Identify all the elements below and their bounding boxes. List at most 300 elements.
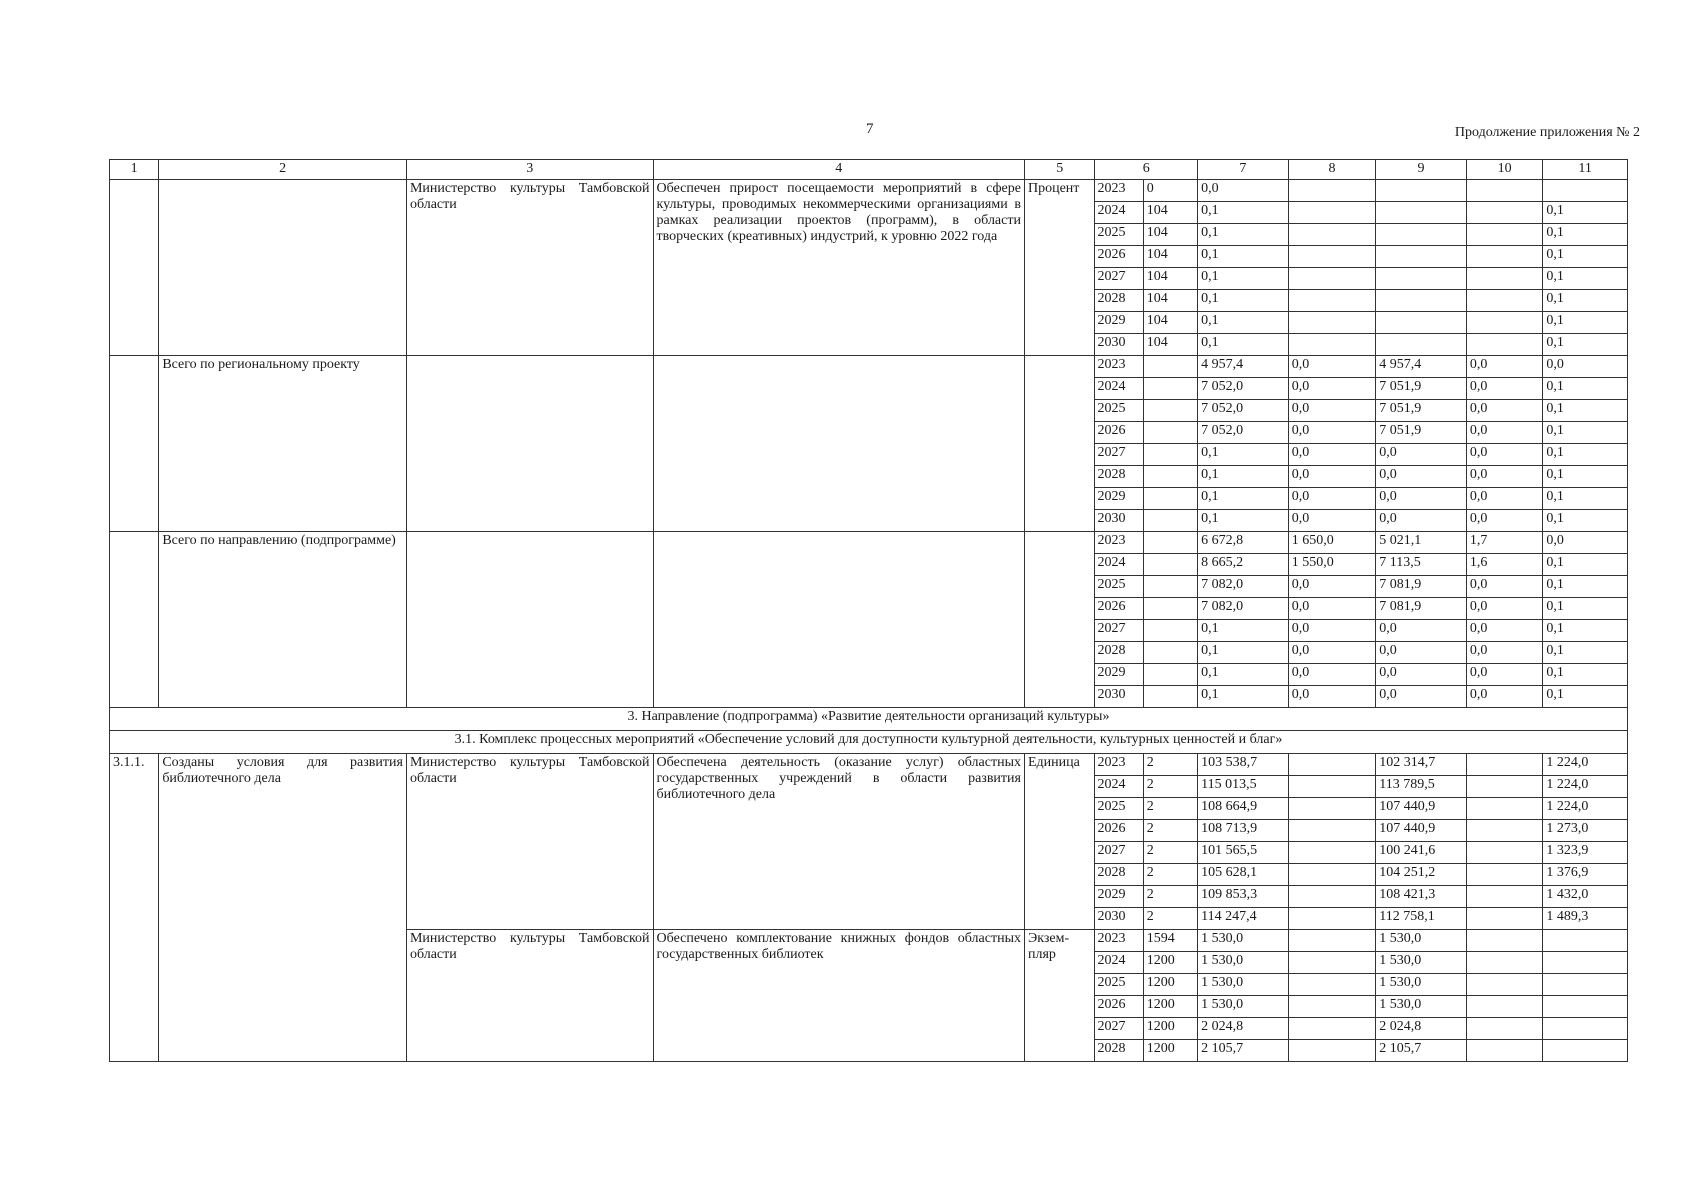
extrabudgetary-funds [1543,996,1628,1018]
section-heading: 3. Направление (подпрограмма) «Развитие деятельности организаций культуры» [110,708,1628,731]
year-cell: 2025 [1095,798,1143,820]
federal-budget: 1 650,0 [1288,532,1376,554]
total-amount: 0,0 [1198,180,1289,202]
result-name: Созданы условия для развития библиотечного дела [159,754,407,1062]
local-budget [1466,180,1543,202]
regional-budget: 113 789,5 [1376,776,1467,798]
year-cell: 2025 [1095,974,1143,996]
row-number [110,356,159,532]
regional-budget: 1 530,0 [1376,952,1467,974]
table-row [110,532,1628,554]
section-row [110,708,1628,731]
total-amount: 114 247,4 [1198,908,1289,930]
year-cell: 2023 [1095,532,1143,554]
year-cell: 2027 [1095,444,1143,466]
column-header: 4 [653,160,1024,180]
total-amount: 0,1 [1198,202,1289,224]
column-header: 2 [159,160,407,180]
regional-budget [1376,268,1467,290]
extrabudgetary-funds [1543,1040,1628,1062]
federal-budget [1288,952,1376,974]
data-table [109,159,1628,1062]
local-budget [1466,268,1543,290]
federal-budget [1288,1040,1376,1062]
regional-budget: 1 530,0 [1376,974,1467,996]
row-number [110,532,159,708]
table-row [110,754,1628,776]
year-cell: 2029 [1095,664,1143,686]
federal-budget: 0,0 [1288,444,1376,466]
local-budget: 0,0 [1466,510,1543,532]
indicator-description: Обеспечен прирост посещаемости мероприятий в сфере культуры, проводимых некоммерческими организациями в рамках реализации проектов (программ), в области творческих (креативных) индустрий, к уровню 2022 года [653,180,1024,356]
regional-budget: 7 051,9 [1376,378,1467,400]
indicator-value: 2 [1143,908,1197,930]
regional-budget: 0,0 [1376,686,1467,708]
extrabudgetary-funds: 0,0 [1543,356,1628,378]
total-amount: 0,1 [1198,312,1289,334]
result-name: Всего по направлению (подпрограмме) [159,532,407,708]
section-heading: 3.1. Комплекс процессных мероприятий «Обеспечение условий для доступности культурной деятельности, культурных ценностей и благ» [110,731,1628,754]
total-amount: 7 082,0 [1198,598,1289,620]
local-budget [1466,974,1543,996]
local-budget: 0,0 [1466,378,1543,400]
extrabudgetary-funds: 1 224,0 [1543,798,1628,820]
year-cell: 2025 [1095,400,1143,422]
local-budget [1466,886,1543,908]
indicator-value [1143,686,1197,708]
regional-budget: 104 251,2 [1376,864,1467,886]
responsible-executor [406,356,653,532]
year-cell: 2025 [1095,576,1143,598]
federal-budget: 0,0 [1288,510,1376,532]
indicator-description [653,532,1024,708]
federal-budget [1288,290,1376,312]
indicator-description: Обеспечена деятельность (оказание услуг) областных государственных учреждений в области развития библиотечного дела [653,754,1024,930]
federal-budget [1288,974,1376,996]
local-budget [1466,908,1543,930]
regional-budget [1376,290,1467,312]
total-amount: 115 013,5 [1198,776,1289,798]
indicator-value: 2 [1143,886,1197,908]
federal-budget: 0,0 [1288,488,1376,510]
result-name [159,180,407,356]
regional-budget [1376,312,1467,334]
extrabudgetary-funds: 0,1 [1543,268,1628,290]
indicator-value: 1200 [1143,1040,1197,1062]
row-number [110,180,159,356]
local-budget: 0,0 [1466,620,1543,642]
federal-budget [1288,930,1376,952]
extrabudgetary-funds: 0,1 [1543,554,1628,576]
year-cell: 2029 [1095,488,1143,510]
local-budget [1466,1040,1543,1062]
extrabudgetary-funds: 0,1 [1543,290,1628,312]
regional-budget: 2 105,7 [1376,1040,1467,1062]
local-budget: 0,0 [1466,422,1543,444]
extrabudgetary-funds: 0,1 [1543,334,1628,356]
local-budget [1466,776,1543,798]
local-budget: 0,0 [1466,576,1543,598]
extrabudgetary-funds: 0,1 [1543,466,1628,488]
extrabudgetary-funds: 0,1 [1543,488,1628,510]
total-amount: 1 530,0 [1198,974,1289,996]
indicator-value: 2 [1143,820,1197,842]
local-budget [1466,930,1543,952]
extrabudgetary-funds: 0,1 [1543,576,1628,598]
federal-budget [1288,268,1376,290]
year-cell: 2026 [1095,996,1143,1018]
total-amount: 7 052,0 [1198,400,1289,422]
local-budget: 0,0 [1466,686,1543,708]
federal-budget: 0,0 [1288,642,1376,664]
year-cell: 2028 [1095,466,1143,488]
federal-budget: 0,0 [1288,466,1376,488]
total-amount: 2 024,8 [1198,1018,1289,1040]
indicator-value [1143,532,1197,554]
federal-budget [1288,312,1376,334]
regional-budget: 102 314,7 [1376,754,1467,776]
extrabudgetary-funds: 1 224,0 [1543,776,1628,798]
appendix-note: Продолжение приложения № 2 [1454,125,1640,140]
extrabudgetary-funds: 0,1 [1543,686,1628,708]
regional-budget: 1 530,0 [1376,996,1467,1018]
indicator-value: 2 [1143,842,1197,864]
regional-budget: 0,0 [1376,620,1467,642]
regional-budget: 0,0 [1376,642,1467,664]
extrabudgetary-funds: 0,1 [1543,664,1628,686]
federal-budget: 0,0 [1288,378,1376,400]
total-amount: 1 530,0 [1198,996,1289,1018]
indicator-value [1143,488,1197,510]
regional-budget: 107 440,9 [1376,820,1467,842]
indicator-description: Обеспечено комплектование книжных фондов областных государственных библиотек [653,930,1024,1062]
year-cell: 2024 [1095,952,1143,974]
column-header: 3 [406,160,653,180]
local-budget [1466,246,1543,268]
responsible-executor: Министерство культуры Тамбовской области [406,180,653,356]
federal-budget [1288,334,1376,356]
total-amount: 7 052,0 [1198,422,1289,444]
regional-budget: 0,0 [1376,664,1467,686]
federal-budget [1288,996,1376,1018]
federal-budget [1288,202,1376,224]
total-amount: 1 530,0 [1198,952,1289,974]
result-name: Всего по региональному проекту [159,356,407,532]
total-amount: 0,1 [1198,686,1289,708]
local-budget [1466,820,1543,842]
extrabudgetary-funds: 1 224,0 [1543,754,1628,776]
total-amount: 108 664,9 [1198,798,1289,820]
year-cell: 2026 [1095,598,1143,620]
indicator-value [1143,466,1197,488]
extrabudgetary-funds: 0,1 [1543,642,1628,664]
year-cell: 2030 [1095,510,1143,532]
table-row [110,180,1628,202]
local-budget: 0,0 [1466,598,1543,620]
federal-budget: 0,0 [1288,400,1376,422]
local-budget [1466,290,1543,312]
row-number: 3.1.1. [110,754,159,1062]
regional-budget: 1 530,0 [1376,930,1467,952]
column-header: 7 [1198,160,1289,180]
extrabudgetary-funds [1543,952,1628,974]
regional-budget: 0,0 [1376,466,1467,488]
regional-budget: 107 440,9 [1376,798,1467,820]
indicator-value [1143,620,1197,642]
local-budget [1466,864,1543,886]
year-cell: 2028 [1095,290,1143,312]
indicator-value: 104 [1143,246,1197,268]
extrabudgetary-funds: 0,1 [1543,598,1628,620]
total-amount: 2 105,7 [1198,1040,1289,1062]
regional-budget: 5 021,1 [1376,532,1467,554]
indicator-value [1143,422,1197,444]
regional-budget: 7 081,9 [1376,598,1467,620]
local-budget [1466,842,1543,864]
year-cell: 2026 [1095,820,1143,842]
extrabudgetary-funds: 0,1 [1543,620,1628,642]
federal-budget [1288,180,1376,202]
federal-budget: 1 550,0 [1288,554,1376,576]
local-budget: 0,0 [1466,356,1543,378]
total-amount: 0,1 [1198,444,1289,466]
federal-budget [1288,798,1376,820]
year-cell: 2027 [1095,620,1143,642]
extrabudgetary-funds: 1 489,3 [1543,908,1628,930]
extrabudgetary-funds: 1 323,9 [1543,842,1628,864]
column-header: 11 [1543,160,1628,180]
indicator-description [653,356,1024,532]
column-header: 1 [110,160,159,180]
federal-budget: 0,0 [1288,664,1376,686]
local-budget [1466,996,1543,1018]
indicator-value: 2 [1143,798,1197,820]
total-amount: 0,1 [1198,224,1289,246]
responsible-executor: Министерство культуры Тамбовской области [406,754,653,930]
total-amount: 0,1 [1198,642,1289,664]
regional-budget [1376,224,1467,246]
indicator-value: 0 [1143,180,1197,202]
federal-budget [1288,754,1376,776]
total-amount: 105 628,1 [1198,864,1289,886]
total-amount: 0,1 [1198,488,1289,510]
extrabudgetary-funds: 0,1 [1543,202,1628,224]
local-budget: 0,0 [1466,466,1543,488]
regional-budget: 108 421,3 [1376,886,1467,908]
federal-budget [1288,864,1376,886]
regional-budget: 100 241,6 [1376,842,1467,864]
local-budget [1466,952,1543,974]
section-row [110,731,1628,754]
total-amount: 101 565,5 [1198,842,1289,864]
indicator-value [1143,554,1197,576]
extrabudgetary-funds: 1 432,0 [1543,886,1628,908]
indicator-value [1143,510,1197,532]
year-cell: 2029 [1095,312,1143,334]
regional-budget [1376,202,1467,224]
page-number: 7 [866,121,874,137]
federal-budget: 0,0 [1288,620,1376,642]
federal-budget [1288,886,1376,908]
table-row [110,356,1628,378]
indicator-value [1143,444,1197,466]
column-header: 10 [1466,160,1543,180]
year-cell: 2023 [1095,180,1143,202]
indicator-value: 104 [1143,312,1197,334]
extrabudgetary-funds: 0,1 [1543,378,1628,400]
regional-budget: 112 758,1 [1376,908,1467,930]
indicator-value: 104 [1143,224,1197,246]
local-budget: 0,0 [1466,642,1543,664]
indicator-value: 104 [1143,268,1197,290]
federal-budget [1288,246,1376,268]
year-cell: 2023 [1095,930,1143,952]
federal-budget [1288,820,1376,842]
total-amount: 7 052,0 [1198,378,1289,400]
indicator-value [1143,664,1197,686]
regional-budget: 7 051,9 [1376,422,1467,444]
year-cell: 2027 [1095,842,1143,864]
total-amount: 0,1 [1198,334,1289,356]
year-cell: 2028 [1095,1040,1143,1062]
federal-budget: 0,0 [1288,576,1376,598]
federal-budget [1288,842,1376,864]
unit-of-measure [1024,532,1094,708]
federal-budget: 0,0 [1288,598,1376,620]
indicator-value [1143,400,1197,422]
indicator-value: 104 [1143,202,1197,224]
indicator-value: 2 [1143,776,1197,798]
regional-budget: 0,0 [1376,488,1467,510]
year-cell: 2023 [1095,754,1143,776]
extrabudgetary-funds [1543,1018,1628,1040]
extrabudgetary-funds: 0,1 [1543,510,1628,532]
total-amount: 108 713,9 [1198,820,1289,842]
total-amount: 109 853,3 [1198,886,1289,908]
year-cell: 2030 [1095,334,1143,356]
total-amount: 0,1 [1198,664,1289,686]
federal-budget: 0,0 [1288,422,1376,444]
year-cell: 2028 [1095,864,1143,886]
local-budget [1466,202,1543,224]
year-cell: 2024 [1095,776,1143,798]
year-cell: 2030 [1095,686,1143,708]
total-amount: 0,1 [1198,268,1289,290]
local-budget [1466,224,1543,246]
local-budget [1466,1018,1543,1040]
federal-budget: 0,0 [1288,686,1376,708]
indicator-value [1143,378,1197,400]
regional-budget: 0,0 [1376,444,1467,466]
extrabudgetary-funds [1543,180,1628,202]
year-cell: 2025 [1095,224,1143,246]
federal-budget [1288,1018,1376,1040]
regional-budget: 7 081,9 [1376,576,1467,598]
regional-budget: 2 024,8 [1376,1018,1467,1040]
responsible-executor [406,532,653,708]
year-cell: 2029 [1095,886,1143,908]
regional-budget: 0,0 [1376,510,1467,532]
total-amount: 0,1 [1198,510,1289,532]
year-cell: 2026 [1095,246,1143,268]
indicator-value: 2 [1143,864,1197,886]
total-amount: 103 538,7 [1198,754,1289,776]
column-header: 6 [1095,160,1198,180]
local-budget: 1,7 [1466,532,1543,554]
indicator-value: 1200 [1143,1018,1197,1040]
extrabudgetary-funds: 0,1 [1543,312,1628,334]
column-header: 5 [1024,160,1094,180]
total-amount: 0,1 [1198,620,1289,642]
local-budget [1466,798,1543,820]
extrabudgetary-funds: 0,0 [1543,532,1628,554]
extrabudgetary-funds: 0,1 [1543,444,1628,466]
local-budget: 0,0 [1466,488,1543,510]
year-cell: 2027 [1095,1018,1143,1040]
total-amount: 6 672,8 [1198,532,1289,554]
total-amount: 0,1 [1198,466,1289,488]
total-amount: 0,1 [1198,246,1289,268]
extrabudgetary-funds: 0,1 [1543,400,1628,422]
indicator-value: 104 [1143,290,1197,312]
unit-of-measure: Процент [1024,180,1094,356]
local-budget: 0,0 [1466,444,1543,466]
total-amount: 4 957,4 [1198,356,1289,378]
total-amount: 7 082,0 [1198,576,1289,598]
unit-of-measure [1024,356,1094,532]
regional-budget: 7 051,9 [1376,400,1467,422]
year-cell: 2030 [1095,908,1143,930]
regional-budget: 7 113,5 [1376,554,1467,576]
unit-of-measure: Единица [1024,754,1094,930]
regional-budget [1376,246,1467,268]
extrabudgetary-funds: 0,1 [1543,422,1628,444]
indicator-value: 104 [1143,334,1197,356]
indicator-value [1143,642,1197,664]
local-budget: 0,0 [1466,400,1543,422]
unit-of-measure: Экзем-пляр [1024,930,1094,1062]
total-amount: 8 665,2 [1198,554,1289,576]
column-header: 8 [1288,160,1376,180]
extrabudgetary-funds: 1 273,0 [1543,820,1628,842]
regional-budget: 4 957,4 [1376,356,1467,378]
local-budget [1466,754,1543,776]
federal-budget [1288,908,1376,930]
federal-budget [1288,776,1376,798]
regional-budget [1376,334,1467,356]
extrabudgetary-funds: 0,1 [1543,246,1628,268]
local-budget: 1,6 [1466,554,1543,576]
extrabudgetary-funds [1543,974,1628,996]
total-amount: 0,1 [1198,290,1289,312]
federal-budget [1288,224,1376,246]
extrabudgetary-funds: 1 376,9 [1543,864,1628,886]
federal-budget: 0,0 [1288,356,1376,378]
year-cell: 2024 [1095,554,1143,576]
total-amount: 1 530,0 [1198,930,1289,952]
year-cell: 2024 [1095,202,1143,224]
local-budget [1466,334,1543,356]
year-cell: 2027 [1095,268,1143,290]
indicator-value: 1594 [1143,930,1197,952]
indicator-value [1143,576,1197,598]
indicator-value: 1200 [1143,974,1197,996]
extrabudgetary-funds [1543,930,1628,952]
extrabudgetary-funds: 0,1 [1543,224,1628,246]
year-cell: 2026 [1095,422,1143,444]
indicator-value [1143,598,1197,620]
header-row [110,160,1628,180]
